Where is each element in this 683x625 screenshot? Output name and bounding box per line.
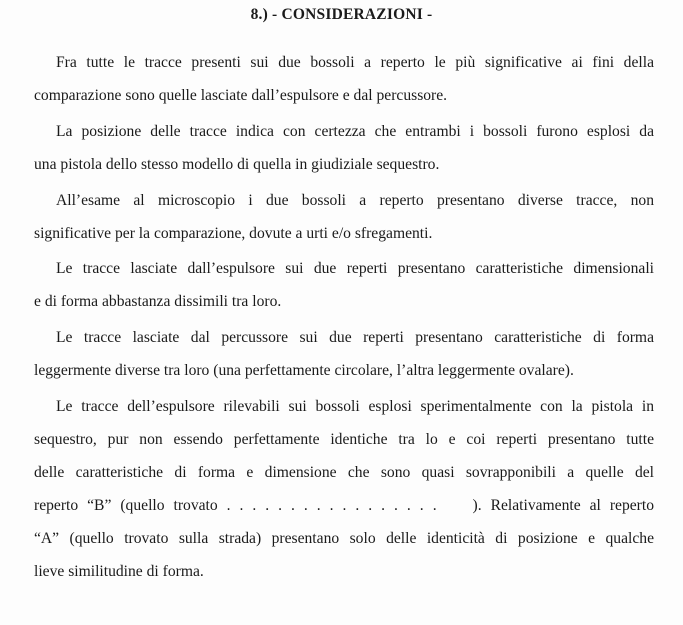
- paragraph-1: [34, 46, 654, 112]
- paragraph-3: [34, 184, 654, 250]
- paragraph-line: e di forma abbastanza dissimili tra loro.: [34, 293, 282, 310]
- paragraph-line: Fra tutte le tracce presenti sui due bossoli a reperto le più significative ai fini della: [56, 54, 654, 71]
- paragraph-5: [34, 321, 654, 387]
- paragraph-line: comparazione sono quelle lasciate dall’espulsore e dal percussore.: [34, 87, 448, 104]
- paragraph-4: [34, 252, 654, 318]
- paragraph-line: “A” (quello trovato sulla strada) presentano solo delle identicità di posizione e qualche: [34, 530, 654, 547]
- paragraph-line: sequestro, pur non essendo perfettamente identiche tra lo e coi reperti presentano tutte: [34, 431, 654, 448]
- paragraph-line: La posizione delle tracce indica con certezza che entrambi i bossoli furono esplosi da: [56, 123, 654, 140]
- paragraph-line: Le tracce lasciate dal percussore sui due reperti presentano caratteristiche di forma: [56, 329, 654, 346]
- paragraph-line: lieve similitudine di forma.: [34, 563, 204, 580]
- paragraph-line: leggermente diverse tra loro (una perfettamente circolare, l’altra leggermente ovalare).: [34, 362, 574, 379]
- paragraph-line: Le tracce lasciate dall’espulsore sui due reperti presentano caratteristiche dimensionali: [56, 260, 654, 277]
- paragraph-line: una pistola dello stesso modello di quella in giudiziale sequestro.: [34, 156, 440, 173]
- paragraph-line: reperto “B” (quello trovato . . . . . . . . . . . . . . . . . ). Relativamente al reperto: [34, 497, 654, 514]
- paragraph-6: [34, 390, 654, 588]
- paragraph-line: delle caratteristiche di forma e dimensione che sono quasi sovrapponibili a quelle del: [34, 464, 654, 481]
- paragraph-line: All’esame al microscopio i due bossoli a reperto presentano diverse tracce, non: [56, 192, 654, 209]
- paragraph-line: significative per la comparazione, dovute a urti e/o sfregamenti.: [34, 225, 433, 242]
- paragraph-line: Le tracce dell’espulsore rilevabili sui bossoli esplosi sperimentalmente con la pistola in: [56, 398, 654, 415]
- paragraph-2: [34, 115, 654, 181]
- section-heading: 8.) - CONSIDERAZIONI -: [250, 6, 433, 23]
